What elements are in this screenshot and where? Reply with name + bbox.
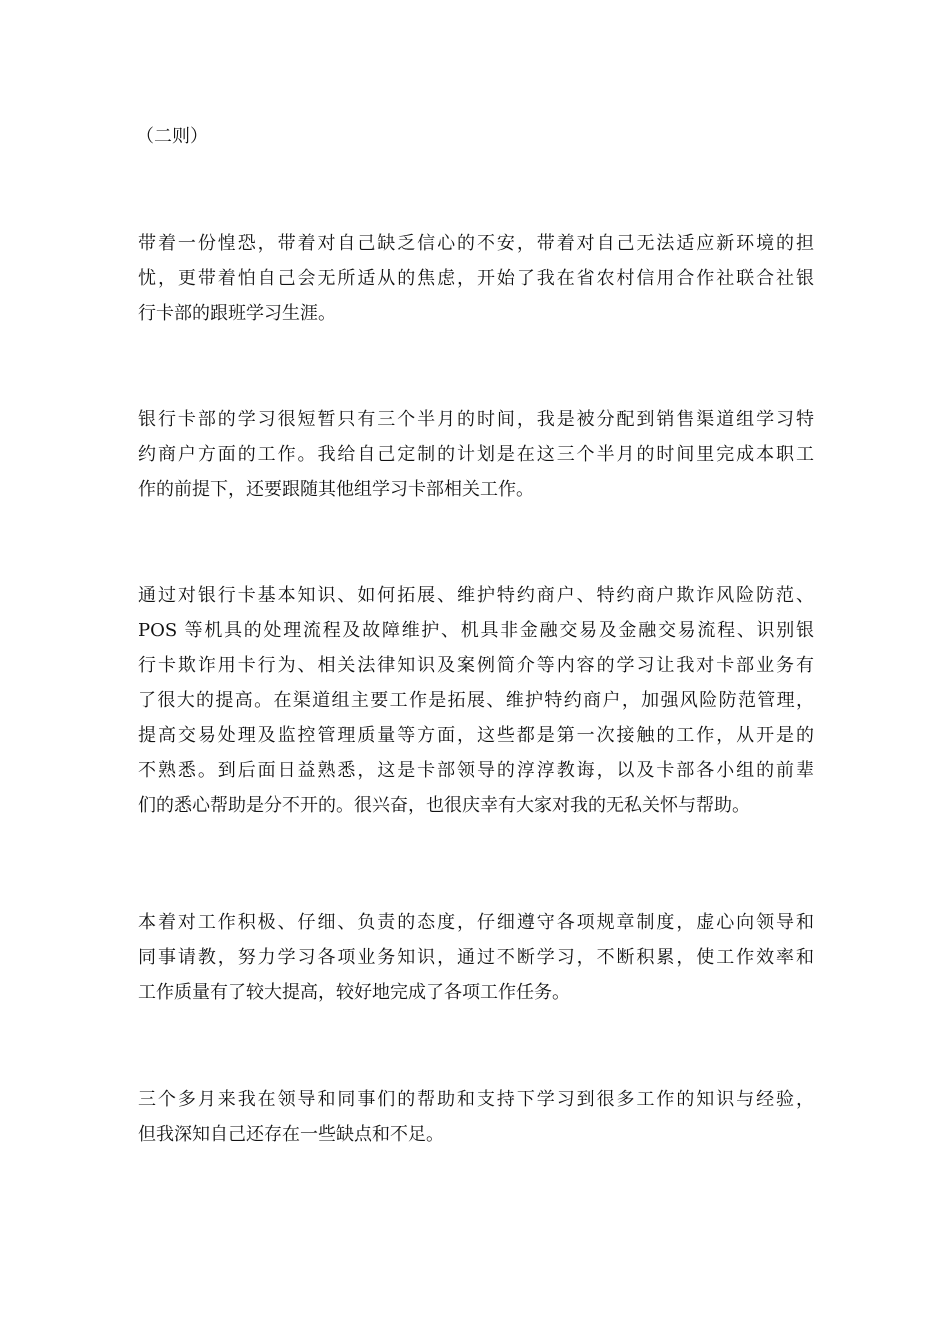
paragraph-line: 行卡欺诈用卡行为、相关法律知识及案例简介等内容的学习让我对卡部业务有: [138, 655, 814, 676]
paragraph-line: 但我深知自己还存在一些缺点和不足。: [138, 1124, 444, 1145]
paragraph-line: 带着一份惶恐，带着对自己缺乏信心的不安，带着对自己无法适应新环境的担: [138, 233, 814, 254]
paragraph-4: [138, 905, 814, 1010]
paragraph-2: [138, 402, 814, 507]
paragraph-line: 三个多月来我在领导和同事们的帮助和支持下学习到很多工作的知识与经验，: [138, 1089, 814, 1110]
paragraph-line: 作的前提下，还要跟随其他组学习卡部相关工作。: [138, 479, 534, 500]
paragraph-line: 通过对银行卡基本知识、如何拓展、维护特约商户、特约商户欺诈风险防范、: [138, 585, 814, 606]
paragraph-5: [138, 1082, 814, 1152]
paragraph-line: 不熟悉。到后面日益熟悉，这是卡部领导的淳淳教诲，以及卡部各小组的前辈: [138, 760, 814, 781]
paragraph-line: 约商户方面的工作。我给自己定制的计划是在这三个半月的时间里完成本职工: [138, 444, 814, 465]
paragraph-line: 银行卡部的学习很短暂只有三个半月的时间，我是被分配到销售渠道组学习特: [138, 409, 814, 430]
paragraph-line: 行卡部的跟班学习生涯。: [138, 303, 336, 324]
paragraph-line: 工作质量有了较大提高，较好地完成了各项工作任务。: [138, 982, 570, 1003]
document-heading: （二则）: [136, 126, 208, 147]
paragraph-line: 本着对工作积极、仔细、负责的态度，仔细遵守各项规章制度，虚心向领导和: [138, 912, 814, 933]
paragraph-line: 忧，更带着怕自己会无所适从的焦虑，开始了我在省农村信用合作社联合社银: [138, 268, 814, 289]
paragraph-line: 了很大的提高。在渠道组主要工作是拓展、维护特约商户，加强风险防范管理，: [138, 690, 814, 711]
paragraph-line: 提高交易处理及监控管理质量等方面，这些都是第一次接触的工作，从开是的: [138, 725, 814, 746]
paragraph-line: 同事请教，努力学习各项业务知识，通过不断学习，不断积累，使工作效率和: [138, 947, 814, 968]
paragraph-3: [138, 578, 814, 823]
paragraph-line: 们的悉心帮助是分不开的。很兴奋，也很庆幸有大家对我的无私关怀与帮助。: [138, 795, 750, 816]
paragraph-1: [138, 226, 814, 331]
paragraph-line: POS 等机具的处理流程及故障维护、机具非金融交易及金融交易流程、识别银: [138, 620, 814, 641]
